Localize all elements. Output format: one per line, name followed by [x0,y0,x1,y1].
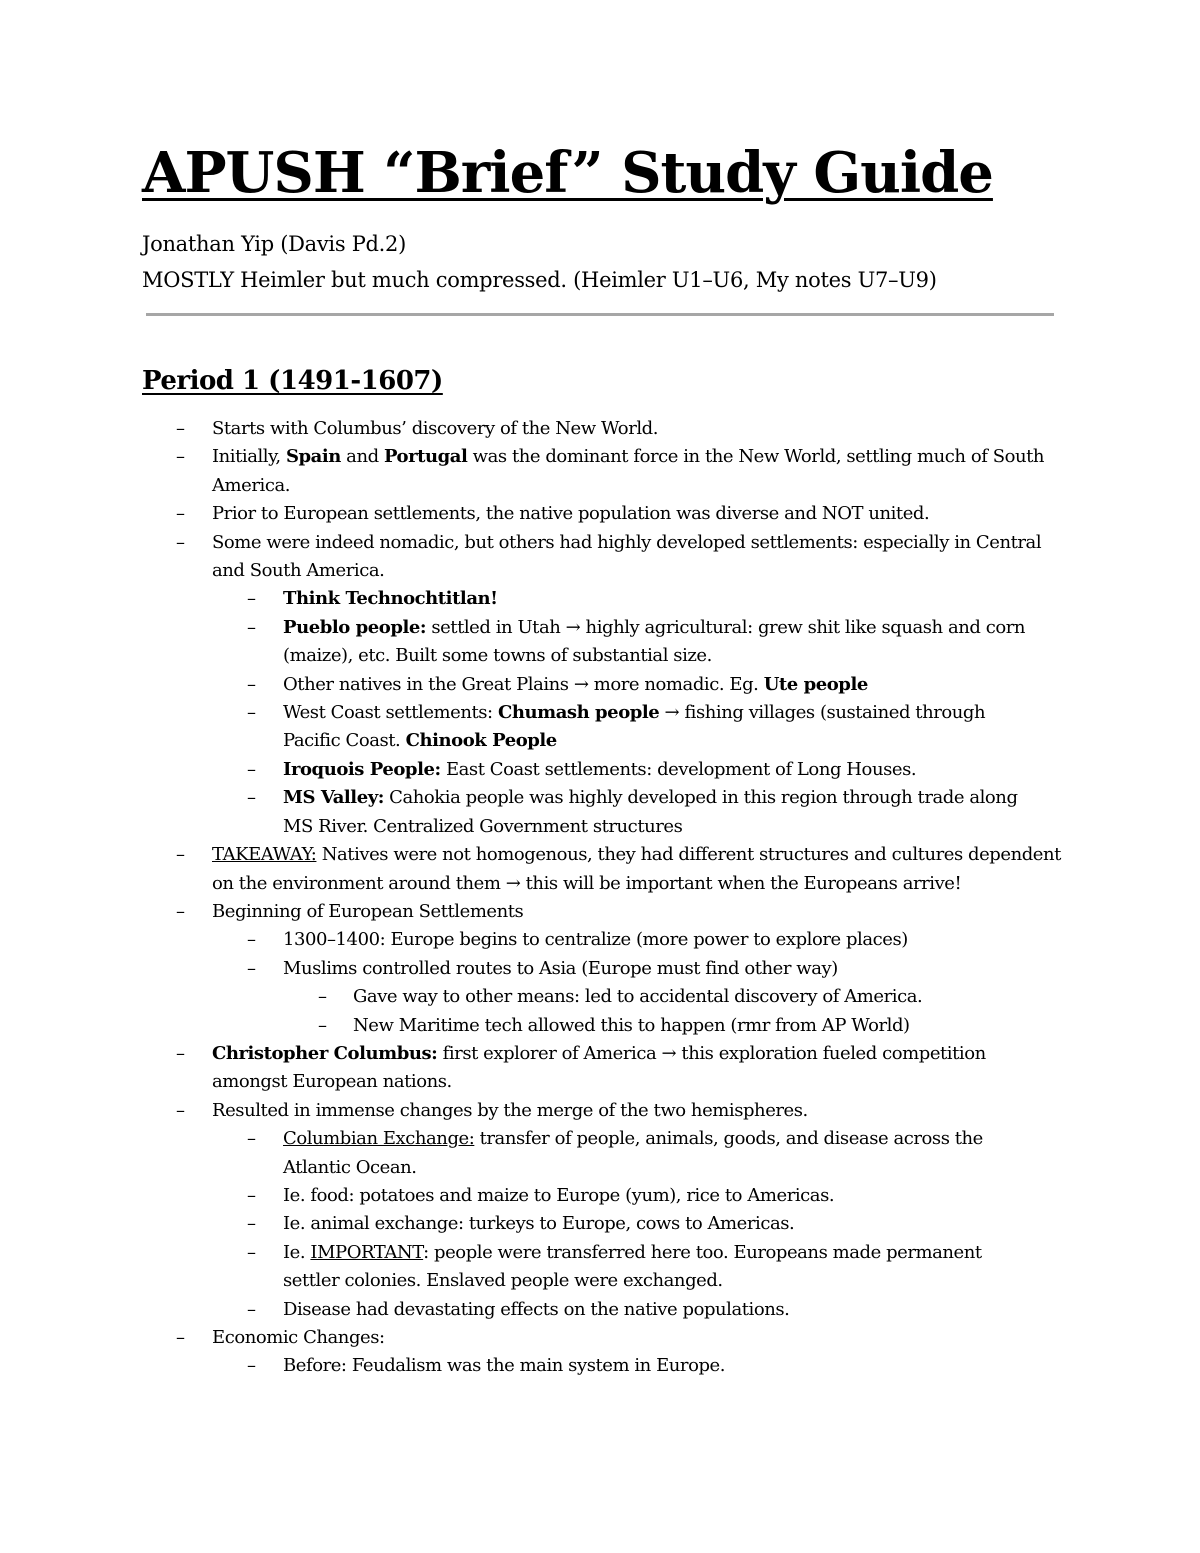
bullet-text: : people were transferred here too. Europeans made permanent settler colonies. Enslaved people were exchanged. [283,1241,982,1292]
bullet-item [0,1182,1043,1210]
bullet-text: first explorer of America → this exploration fueled competition amongst European nations. [212,1042,986,1093]
underlined-text: IMPORTANT [310,1241,424,1263]
bold-text: MS Valley: [283,787,384,809]
bullet-item [0,1296,1043,1324]
bullet-text: Gave way to other means: led to accidental discovery of America. [353,986,923,1008]
bullet-item [0,529,1064,586]
bullet-list [0,415,1200,1381]
bullet-dash: – [247,929,256,951]
bullet-text: Starts with Columbus’ discovery of the New World. [212,418,659,439]
bullet-text: Economic Changes: [212,1327,385,1348]
bullet-item [0,699,1043,756]
bullet-dash: – [247,1128,256,1150]
bullet-text: Other natives in the Great Plains → more nomadic. Eg. [283,673,764,695]
bullet-dash: – [176,1327,185,1348]
bullet-dash: – [318,986,327,1008]
bullet-dash: – [247,616,256,638]
bullet-text: transfer of people, animals, goods, and disease across the Atlantic Ocean. [283,1128,983,1178]
bullet-item [0,841,1064,898]
bold-text: Portugal [383,446,468,468]
bullet-text: Some were indeed nomadic, but others had highly developed settlements: especially in Central and South America. [212,531,1042,582]
bullet-dash: – [247,1298,256,1320]
bullet-text: New Maritime tech allowed this to happen (rmr from AP World) [353,1014,910,1036]
bullet-dash: – [247,787,256,809]
bold-text: Iroquois People: [283,758,441,780]
horizontal-divider [146,313,1054,316]
bullet-dash: – [247,758,256,780]
bullet-text: Initially, [212,446,286,468]
underlined-text: Columbian Exchange: [283,1128,475,1150]
bullet-dash: – [176,844,185,866]
bullet-text: Prior to European settlements, the native population was diverse and NOT united. [212,503,930,525]
bullet-item [0,756,1043,784]
bullet-dash: – [247,702,256,724]
bullet-dash: – [176,1042,185,1064]
bullet-dash: – [247,1355,256,1377]
bullet-dash: – [247,673,256,695]
bullet-text: Ie. animal exchange: turkeys to Europe, cows to Americas. [283,1213,795,1235]
subtitle-line: MOSTLY Heimler but much compressed. (Heimler U1–U6, My notes U7–U9) [142,268,937,292]
bullet-text: West Coast settlements: [283,702,498,724]
bullet-dash: – [176,531,185,553]
document-meta [142,226,937,298]
bullet-item [0,784,1043,841]
bullet-item [0,1324,1064,1352]
bullet-text: Disease had devastating effects on the native populations. [283,1298,790,1320]
bullet-item [0,1040,1064,1097]
bullet-dash: – [176,503,185,525]
underlined-text: TAKEAWAY: [212,844,317,866]
bold-text: Pueblo people: [283,616,427,638]
bullet-item [0,1239,1043,1296]
bullet-dash: – [176,418,185,439]
bullet-dash: – [176,900,185,922]
bullet-item [0,1210,1043,1238]
bold-text: Chumash people [497,702,660,724]
bold-text: Chinook People [405,730,557,752]
bullet-dash: – [247,1241,256,1263]
bullet-text: 1300–1400: Europe begins to centralize (more power to explore places) [283,929,908,951]
bullet-item [0,443,1064,500]
bullet-text: settled in Utah → highly agricultural: grew shit like squash and corn (maize), etc. Built some towns of substantial size. [283,616,1026,667]
section-heading: Period 1 (1491-1607) [142,366,443,396]
bullet-text: Ie. food: potatoes and maize to Europe (yum), rice to Americas. [283,1184,835,1206]
bullet-item [0,671,1043,699]
bold-text: Christopher Columbus: [212,1042,438,1064]
bold-text: Think Technochtitlan! [283,588,498,610]
bullet-item [0,415,1064,443]
bullet-text: was the dominant force in the New World, settling much of South America. [212,446,1045,496]
bullet-text: East Coast settlements: development of Long Houses. [440,758,917,780]
bullet-dash: – [247,588,256,610]
document-title: APUSH “Brief” Study Guide [142,140,993,206]
bullet-dash: – [318,1014,327,1036]
bullet-item [0,955,1043,983]
bullet-text: Natives were not homogenous, they had different structures and cultures dependent on the environment around them → this will be important when the Europeans arrive! [212,844,1061,894]
bullet-dash: – [176,446,185,468]
bullet-item [0,1097,1064,1125]
bullet-item [0,1012,1043,1040]
bullet-text: Muslims controlled routes to Asia (Europe must find other way) [283,957,838,979]
bullet-text: and [340,446,384,468]
author-line: Jonathan Yip (Davis Pd.2) [142,232,407,256]
bullet-dash: – [247,1213,256,1235]
bullet-item [0,1125,1043,1182]
bullet-item [0,898,1064,926]
bullet-item [0,500,1064,528]
bullet-item [0,1352,1043,1380]
bullet-item [0,926,1043,954]
bullet-item [0,585,1043,613]
bullet-text: Ie. [283,1241,311,1263]
bullet-item [0,983,1043,1011]
bullet-dash: – [176,1099,185,1121]
bullet-dash: – [247,1184,256,1206]
bullet-text: Before: Feudalism was the main system in Europe. [283,1355,725,1377]
bullet-item [0,614,1043,671]
bullet-text: Resulted in immense changes by the merge of the two hemispheres. [212,1099,808,1121]
bullet-dash: – [247,957,256,979]
bullet-text: Cahokia people was highly developed in this region through trade along MS River. Centralized Government structures [283,787,1018,837]
bold-text: Ute people [763,673,868,695]
bullet-text: → fishing villages (sustained through Pacific Coast. [283,702,986,752]
bullet-text: Beginning of European Settlements [212,900,524,922]
bold-text: Spain [285,446,341,468]
